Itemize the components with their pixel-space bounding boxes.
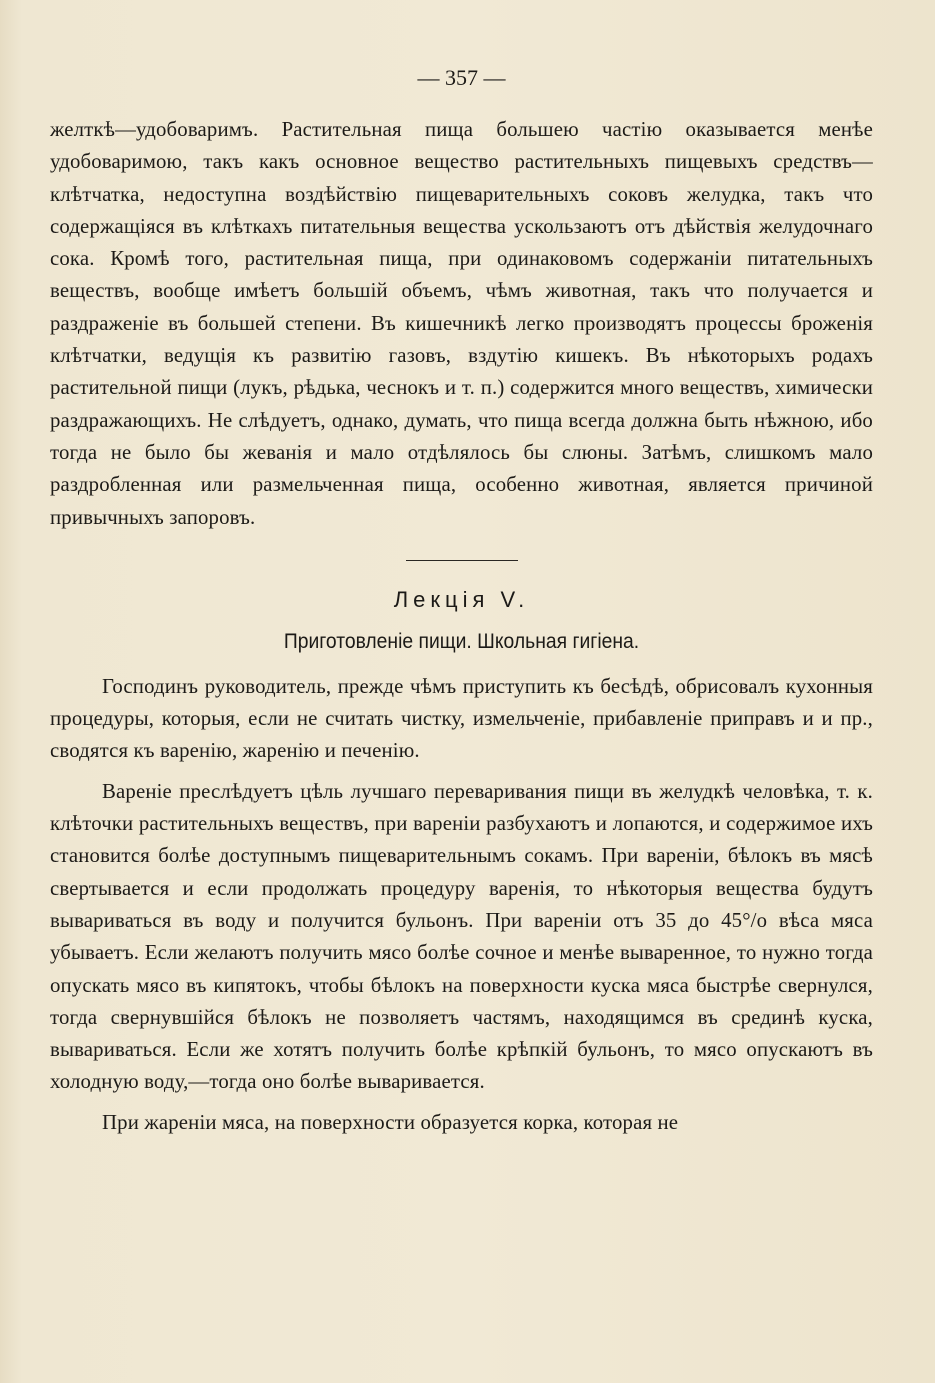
page-number: — 357 — [417, 65, 506, 90]
lecture-title: Лекція V. [393, 586, 530, 612]
lecture-paragraph-3: При жареніи мяса, на поверхности образуется корка, которая не [102, 1110, 679, 1134]
section-divider [406, 560, 518, 561]
continuation-paragraph: желткѣ—удобоваримъ. Растительная пища большею частію оказывается менѣе удобоваримою, такъ какъ основное вещество растительныхъ пищевыхъ средствъ—клѣтчатка, недоступна воздѣйствію пищеварительныхъ соковъ желудка, такъ что содержащіяся въ клѣткахъ питательныя вещества ускользаютъ отъ дѣйствія желудочнаго сока. Кромѣ того, растительная пища, при одинаковомъ содержаніи питательныхъ веществъ, вообще имѣетъ большій объемъ, чѣмъ животная, такъ что получается и раздраженіе въ большей степени. Въ кишечникѣ легко производятъ процессы броженія клѣтчатки, ведущія къ развитію газовъ, вздутію кишекъ. Въ нѣкоторыхъ родахъ растительной пищи (лукъ, рѣдька, чеснокъ и т. п.) содержится много веществъ, химически раздражающихъ. Не слѣдуетъ, однако, думать, что пища всегда должна быть нѣжною, ибо тогда не было бы жеванія и мало отдѣлялось бы слюны. Затѣмъ, слишкомъ мало раздробленная или размельченная пища, особенно животная, является причиной привычныхъ запоровъ. [50, 118, 873, 529]
lecture-subtitle: Приготовленіе пищи. Школьная гигіена. [283, 629, 640, 653]
lecture-paragraph-2: Вареніе преслѣдуетъ цѣль лучшаго переваривания пищи въ желудкѣ человѣка, т. к. клѣточки растительныхъ веществъ, при вареніи разбухаютъ и лопаются, и содержимое ихъ становится болѣе доступнымъ пищеварительнымъ сокамъ. При вареніи, бѣлокъ въ мясѣ свертывается и если продолжать процедуру варенія, то нѣкоторыя вещества будутъ вывариваться въ воду и получится бульонъ. При вареніи отъ 35 до 45°/о вѣса мяса убываетъ. Если желаютъ получить мясо болѣе сочное и менѣе вываренное, то нужно тогда опускать мясо въ кипятокъ, чтобы бѣлокъ на поверхности куска мяса быстрѣе свернулся, тогда свернувшійся бѣлокъ не позволяетъ частямъ, находящимся въ срединѣ куска, вывариваться. Если же хотятъ получить болѣе крѣпкій бульонъ, то мясо опускаютъ въ холодную воду,—тогда оно болѣе вываривается. [50, 779, 873, 1094]
lecture-paragraph-1: Господинъ руководитель, прежде чѣмъ приступить къ бесѣдѣ, обрисовалъ кухонныя процедуры, которыя, если не считать чистку, измельченіе, прибавленіе приправъ и и пр., сводятся къ варенію, жаренію и печенію. [50, 674, 873, 763]
